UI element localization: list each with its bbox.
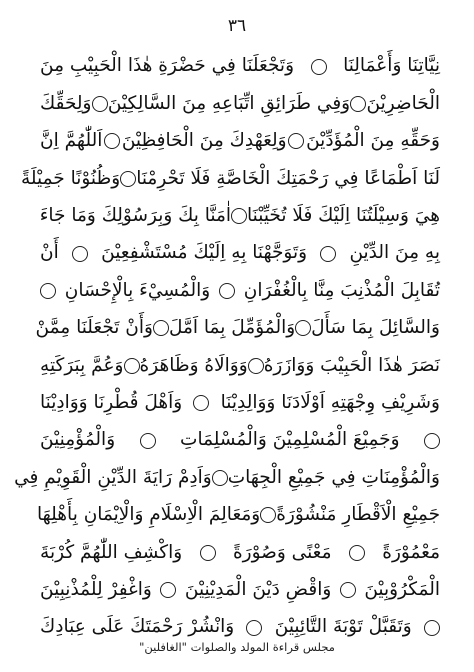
page-number: ٣٦: [227, 16, 247, 36]
text-segment: وَاقْضِ دَيْنَ الْمَدِيْنِيْنَ: [184, 578, 332, 600]
circle-separator-icon: [140, 433, 156, 449]
circle-separator-icon: [350, 96, 366, 112]
circle-separator-icon: [104, 133, 120, 149]
circle-separator-icon: [153, 320, 169, 336]
circle-separator-icon: [212, 470, 228, 486]
circle-separator-icon: [248, 358, 264, 374]
text-segment: وَالسَّائِلَ بِمَا سَأَلَ: [311, 317, 440, 339]
circle-separator-icon: [193, 395, 209, 411]
page-footer: مجلس قراءة المولد والصلوات "الغافلين": [139, 640, 335, 654]
text-segment: تُقَابِلَ الْمُذْنِبَ مِنَّا بِالْغُفْرَانِ: [243, 279, 440, 301]
text-line: [20, 160, 440, 197]
text-segment: وَتَقَبَّلْ تَوْبَةَ التَّائِبِيْنَ: [274, 616, 412, 638]
text-segment: بِهِ مِنَ الدِّيْنِ: [349, 242, 440, 264]
circle-separator-icon: [424, 620, 440, 636]
text-segment: وَجَمِيْعَ الْمُسْلِمِيْنَ وَالْمُسْلِمَاتِ: [180, 429, 400, 451]
circle-separator-icon: [124, 358, 140, 374]
text-segment: وَعُمَّ بِبَرَكَتِهِ: [40, 354, 124, 376]
text-segment: وَشَرِيْفِ وِجْهَتِهِ اَوْلَادَنَا وَوَالِدِيْنَا: [220, 391, 440, 413]
circle-separator-icon: [200, 545, 216, 561]
circle-separator-icon: [349, 545, 365, 561]
text-line: [40, 422, 440, 459]
circle-separator-icon: [424, 433, 440, 449]
text-line: [40, 571, 440, 608]
text-segment: وَانْشُرْ رَحْمَتَكَ عَلَى عِبَادِكَ: [40, 616, 235, 638]
text-segment: وَاَهْلَ قُطْرِنَا وَوَادِيْنَا: [40, 391, 183, 413]
text-line: [35, 310, 440, 347]
text-segment: وَالْمُؤَمِّلَ بِمَا اَمَّلَ: [168, 317, 296, 339]
text-segment: نِيَّاتِنَا وَأَعْمَالِنَا: [343, 55, 440, 77]
text-segment: الْحَاضِرِيْنَ: [366, 92, 440, 114]
text-segment: نَصَرَ هٰذَا الْحَبِيْبَ وَوَازَرَهُ: [263, 354, 440, 376]
text-segment: وَتَوَجَّهْنَا بِهِ اِلَيْكَ مُسْتَشْفِعِيْنَ: [101, 242, 308, 264]
text-segment: وَفِي طَرَائِقِ اتِّبَاعِهِ مِنَ السَّالِكِيْنَ: [107, 92, 351, 114]
text-line: [40, 534, 440, 571]
text-line: [40, 272, 440, 309]
text-line: [40, 48, 440, 85]
text-segment: اٰمَنَّا بِكَ وَبِرَسُوْلِكَ وَمَا جَاءَ: [39, 205, 232, 226]
text-segment: وَاَدِمْ رَايَةَ الدِّيْنِ الْقَوِيْمِ فِي: [14, 466, 212, 488]
text-segment: وَوَالَاهُ وَظَاهَرَهُ: [139, 354, 248, 376]
text-segment: وَلِحَقِّكَ: [40, 92, 92, 114]
prayer-text-body: [14, 48, 440, 646]
text-line: [40, 85, 440, 122]
text-segment: وَاغْفِرْ لِلْمُذْنِبِيْنَ: [40, 578, 152, 600]
text-line: [40, 198, 440, 235]
text-segment: هِيَ وَسِيْلَتُنَا اِلَيْكَ فَلَا تُخَيِّبْنَا: [247, 205, 440, 226]
text-segment: وَاكْشِفِ اللّٰهُمَّ كُرْبَةَ: [40, 541, 183, 563]
circle-separator-icon: [120, 171, 136, 187]
text-segment: وَلِعَهْدِكَ مِنَ الْحَافِظِيْنَ: [121, 130, 287, 152]
text-line: [40, 235, 440, 272]
circle-separator-icon: [92, 96, 108, 112]
text-segment: أَنْ: [40, 242, 59, 264]
circle-separator-icon: [72, 246, 88, 262]
text-segment: الْمَكْرُوْبِيْنَ: [364, 578, 440, 600]
text-segment: وَظُنُوْنًا جَمِيْلَةً: [20, 167, 121, 189]
text-segment: وَحَقِّهِ مِنَ الْمُؤَدِّيْنَ: [306, 130, 440, 152]
circle-separator-icon: [219, 283, 235, 299]
text-segment: جَمِيْعِ الْاَقْطَارِ مَنْشُوْرَةً: [276, 504, 440, 526]
circle-separator-icon: [288, 133, 304, 149]
text-line: [37, 497, 440, 534]
text-segment: وَمَعَالِمَ الْاِسْلَامِ وَالْاِيْمَانِ بِأَهْلِهَا: [37, 504, 261, 526]
text-segment: اَللّٰهُمَّ اِنَّ: [40, 130, 103, 152]
text-segment: وَتَجْعَلَنَا فِي حَضْرَةِ هٰذَا الْحَبِيْبِ مِنَ: [40, 55, 295, 77]
text-line: [14, 459, 440, 496]
circle-separator-icon: [320, 246, 336, 262]
text-segment: وَأَنْ تَجْعَلَنَا مِمَّنْ: [35, 317, 153, 339]
circle-separator-icon: [311, 59, 327, 75]
text-line: [40, 347, 440, 384]
text-segment: وَالْمُسِيْءَ بِالْإِحْسَانِ: [64, 279, 211, 301]
circle-separator-icon: [246, 620, 262, 636]
text-line: [40, 385, 440, 422]
circle-separator-icon: [260, 507, 276, 523]
text-segment: لَنَا اَطْمَاعًا فِي رَحْمَتِكَ الْخَاصَّةِ فَلَا تَحْرِمْنَا: [136, 167, 440, 189]
text-segment: مَعْمُوْرَةً: [382, 541, 440, 563]
text-segment: مَعْنًى وَصُوْرَةً: [232, 541, 332, 563]
circle-separator-icon: [231, 208, 247, 224]
circle-separator-icon: [295, 320, 311, 336]
circle-separator-icon: [340, 582, 356, 598]
text-line: [40, 123, 440, 160]
circle-separator-icon: [160, 582, 176, 598]
circle-separator-icon: [40, 283, 56, 299]
text-segment: وَالْمُؤْمِنَاتِ فِي جَمِيْعِ الْجِهَاتِ: [227, 466, 440, 488]
text-segment: وَالْمُؤْمِنِيْنَ: [40, 429, 116, 451]
